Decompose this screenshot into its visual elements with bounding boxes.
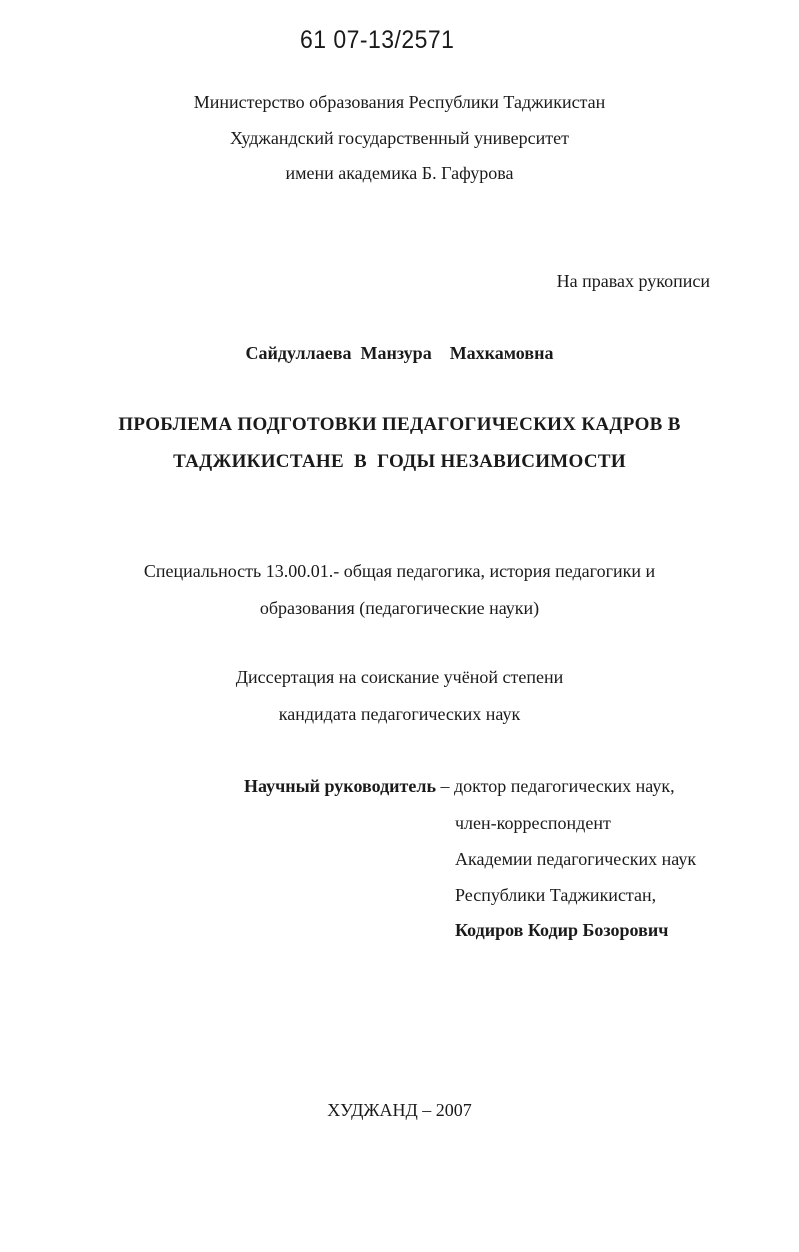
university-line: Худжандский государственный университет [229,128,570,148]
supervisor-line-2: член-корреспондент [455,813,611,833]
supervisor-name: Кодиров Кодир Бозорович [455,920,669,940]
supervisor-label: Научный руководитель [244,776,436,796]
author-name: Сайдуллаева Манзура Махкамовна [245,343,554,363]
university-name-line: имени академика Б. Гафурова [285,163,514,183]
specialty-line-1: Специальность 13.00.01.- общая педагогика, история педагогики и [143,561,656,581]
specialty-line-2: образования (педагогические науки) [259,598,540,618]
degree-line-1: Диссертация на соискание учёной степени [235,667,564,687]
supervisor-line-4: Республики Таджикистан, [455,885,657,905]
supervisor-line-1 [244,776,675,797]
thesis-title-line-2: ТАДЖИКИСТАНЕ В ГОДЫ НЕЗАВИСИМОСТИ [173,451,626,472]
archive-stamp-number: 61 07-13/2571 [300,26,455,54]
city-year: ХУДЖАНД – 2007 [327,1100,472,1120]
supervisor-degree: – доктор педагогических наук, [436,776,675,796]
ministry-line: Министерство образования Республики Таджикистан [193,92,606,112]
supervisor-line-3: Академии педагогических наук [455,849,697,869]
degree-line-2: кандидата педагогических наук [278,704,521,724]
thesis-title-line-1: ПРОБЛЕМА ПОДГОТОВКИ ПЕДАГОГИЧЕСКИХ КАДРОВ В [118,414,681,435]
manuscript-note: На правах рукописи [556,271,710,291]
